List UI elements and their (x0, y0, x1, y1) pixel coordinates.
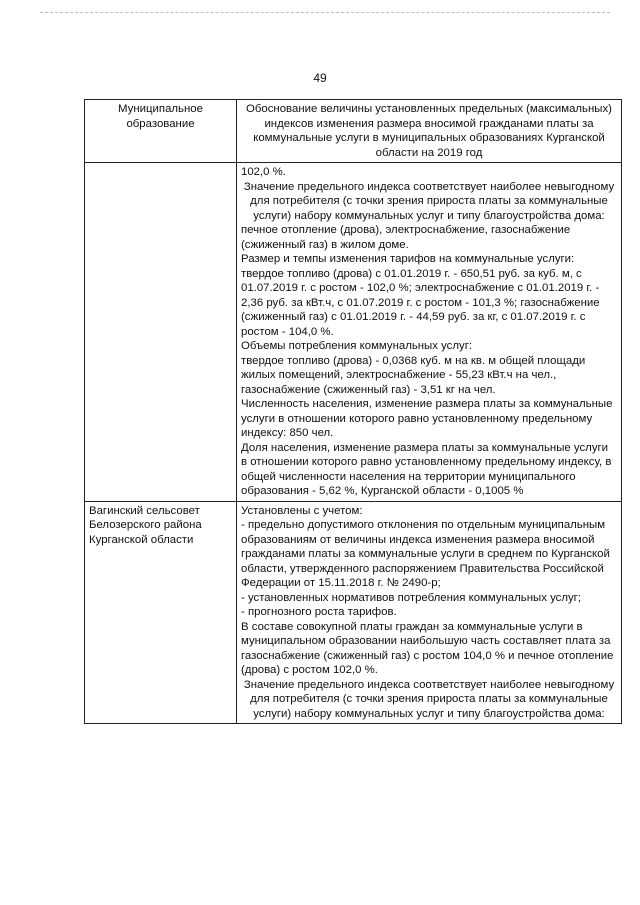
paragraph: Значение предельного индекса соответствует наиболее невыгодному для потребителя (с точки зрения прироста платы за коммунальные услуги) набору коммунальных услуг и типу благоустройства дома: (243, 678, 615, 720)
municipality-cell (85, 163, 237, 502)
justification-table (84, 99, 622, 724)
paragraph: твердое топливо (дрова) с 01.01.2019 г. - 650,51 руб. за куб. м, с 01.07.2019 г. с ростом - 102,0 %; электроснабжение с 01.01.2019 г. - 2,36 руб. за кВт.ч, с 01.07.2019 г. с ростом - 101,3 %; газоснабжение (сжиженный газ) с 01.01.2019 г. - 44,59 руб. за кг, с 01.07.2019 г. с ростом - 104,0 %. (241, 267, 600, 338)
paragraph: Размер и темпы изменения тарифов на коммунальные услуги: (241, 253, 575, 265)
table-header-row (85, 100, 622, 163)
table-row (85, 163, 622, 502)
paragraph: 102,0 %. (241, 166, 286, 178)
justification-cell (237, 163, 622, 502)
municipality-cell: Вагинский сельсовет Белозерского района Курганской области (85, 501, 237, 724)
paragraph: твердое топливо (дрова) - 0,0368 куб. м на кв. м общей площади жилых помещений, электроснабжение - 55,23 кВт.ч на чел., газоснабжение (сжиженный газ) - 3,51 кг на чел. (241, 354, 586, 396)
paragraph: - прогнозного роста тарифов. (241, 606, 397, 618)
paragraph: Объемы потребления коммунальных услуг: (241, 340, 473, 352)
scan-border-line (40, 12, 610, 13)
header-justification: Обоснование величины установленных предельных (максимальных) индексов изменения размера вносимой гражданами платы за коммунальные услуги в муниципальных образованиях Курганской области на 2019 год (237, 100, 622, 163)
paragraph: В составе совокупной платы граждан за коммунальные услуги в муниципальном образовании наибольшую часть составляет плата за газоснабжение (сжиженный газ) с ростом 104,0 % и печное отопление (дрова) с ростом 102,0 %. (241, 620, 614, 676)
header-municipality: Муниципальное образование (85, 100, 237, 163)
table-row (85, 501, 622, 724)
paragraph: Численность населения, изменение размера платы за коммунальные услуги в отношении которого равно установленному предельному индексу: 850 чел. (241, 398, 613, 439)
paragraph: печное отопление (дрова), электроснабжение, газоснабжение (сжиженный газ) в жилом доме. (241, 224, 571, 251)
paragraph: Доля населения, изменение размера платы за коммунальные услуги в отношении которого равно установленному предельному индексу, в общей численности населения на территории муниципального образования - 5,62 %, Курганской области - 0,1005 % (241, 441, 612, 497)
justification-cell (237, 501, 622, 724)
paragraph: Установлены с учетом: (241, 504, 363, 517)
paragraph: - предельно допустимого отклонения по отдельным муниципальным образованиям от величины индекса изменения размера вносимой гражданами платы за коммунальные услуги в среднем по Курганской области, утвержденного распоряжением Правительства Российской Федерации от 15.11.2018 г. № 2490-р; (241, 519, 610, 589)
paragraph: - установленных нормативов потребления коммунальных услуг; (241, 591, 581, 604)
page-number: 49 (313, 71, 327, 85)
paragraph: Значение предельного индекса соответствует наиболее невыгодному для потребителя (с точки зрения прироста платы за коммунальные услуги) набору коммунальных услуг и типу благоустройства дома: (243, 180, 615, 222)
